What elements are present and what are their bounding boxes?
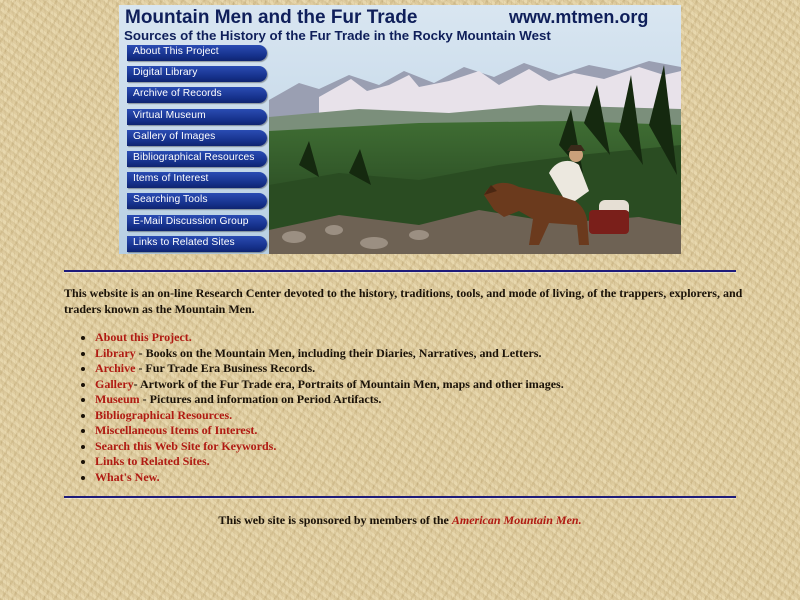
link-american-mountain-men[interactable]: American Mountain Men. (451, 513, 582, 527)
nav-email-discussion-group[interactable] (127, 215, 267, 231)
nav-gallery-of-images[interactable] (127, 130, 267, 146)
nav-label: Digital Library (133, 67, 198, 79)
sponsor-text: This web site is sponsored by members of the (218, 513, 452, 527)
nav-label: Searching Tools (133, 194, 208, 206)
site-subtitle: Sources of the History of the Fur Trade in the Rocky Mountain West (124, 28, 551, 43)
link-whats-new[interactable]: What's New. (95, 469, 160, 484)
nav-archive-of-records[interactable] (127, 87, 267, 103)
link-description: - Artwork of the Fur Trade era, Portraits of Mountain Men, maps and other images. (133, 376, 564, 391)
link-search-site[interactable]: Search this Web Site for Keywords. (95, 438, 277, 453)
nav-virtual-museum[interactable] (127, 109, 267, 125)
nav-digital-library[interactable] (127, 66, 267, 82)
list-item (95, 346, 564, 362)
nav-searching-tools[interactable] (127, 193, 267, 209)
nav-menu (127, 45, 267, 254)
list-item (95, 330, 564, 346)
nav-label: Bibliographical Resources (133, 151, 255, 163)
link-about-project[interactable]: About this Project. (95, 330, 192, 344)
link-related-sites[interactable]: Links to Related Sites. (95, 454, 210, 468)
site-url: www.mtmen.org (509, 7, 649, 27)
nav-items-of-interest[interactable] (127, 172, 267, 188)
nav-label: Items of Interest (133, 173, 209, 185)
nav-label: Gallery of Images (133, 130, 216, 142)
list-item (95, 377, 564, 393)
site-title: Mountain Men and the Fur Trade (125, 7, 418, 28)
link-description: - Fur Trade Era Business Records. (135, 361, 316, 375)
sponsor-line (0, 513, 800, 528)
link-archive[interactable]: Archive (95, 361, 136, 375)
nav-label: Archive of Records (133, 88, 222, 100)
link-bibliographical-resources[interactable]: Bibliographical Resources. (95, 407, 233, 422)
list-item (95, 423, 564, 439)
link-description: - Pictures and information on Period Artifacts. (139, 392, 382, 406)
header-banner (119, 5, 681, 254)
list-item (95, 392, 564, 408)
link-miscellaneous-items[interactable]: Miscellaneous Items of Interest. (95, 423, 258, 437)
list-item (95, 454, 564, 470)
link-library[interactable]: Library (95, 345, 136, 360)
link-museum[interactable]: Museum (95, 392, 140, 406)
nav-label: About This Project (133, 46, 219, 57)
intro-paragraph: This website is an on-line Research Center devoted to the history, traditions, tools, and mode of living, of the trappers, explorers, and traders known as the Mountain Men. (64, 286, 743, 316)
list-item (95, 361, 564, 377)
nav-label: Links to Related Sites (133, 236, 235, 248)
site-section-list (95, 330, 564, 485)
nav-links-to-related-sites[interactable] (127, 236, 267, 252)
nav-about-project[interactable] (127, 45, 267, 61)
link-gallery[interactable]: Gallery (95, 376, 134, 391)
nav-bibliographical-resources[interactable] (127, 151, 267, 167)
link-description: - Books on the Mountain Men, including their Diaries, Narratives, and Letters. (135, 345, 542, 360)
nav-label: Virtual Museum (133, 109, 206, 121)
nav-label: E-Mail Discussion Group (133, 215, 249, 227)
list-item (95, 470, 564, 486)
list-item (95, 439, 564, 455)
list-item (95, 408, 564, 424)
divider-top (64, 270, 736, 272)
divider-bottom (64, 496, 736, 498)
